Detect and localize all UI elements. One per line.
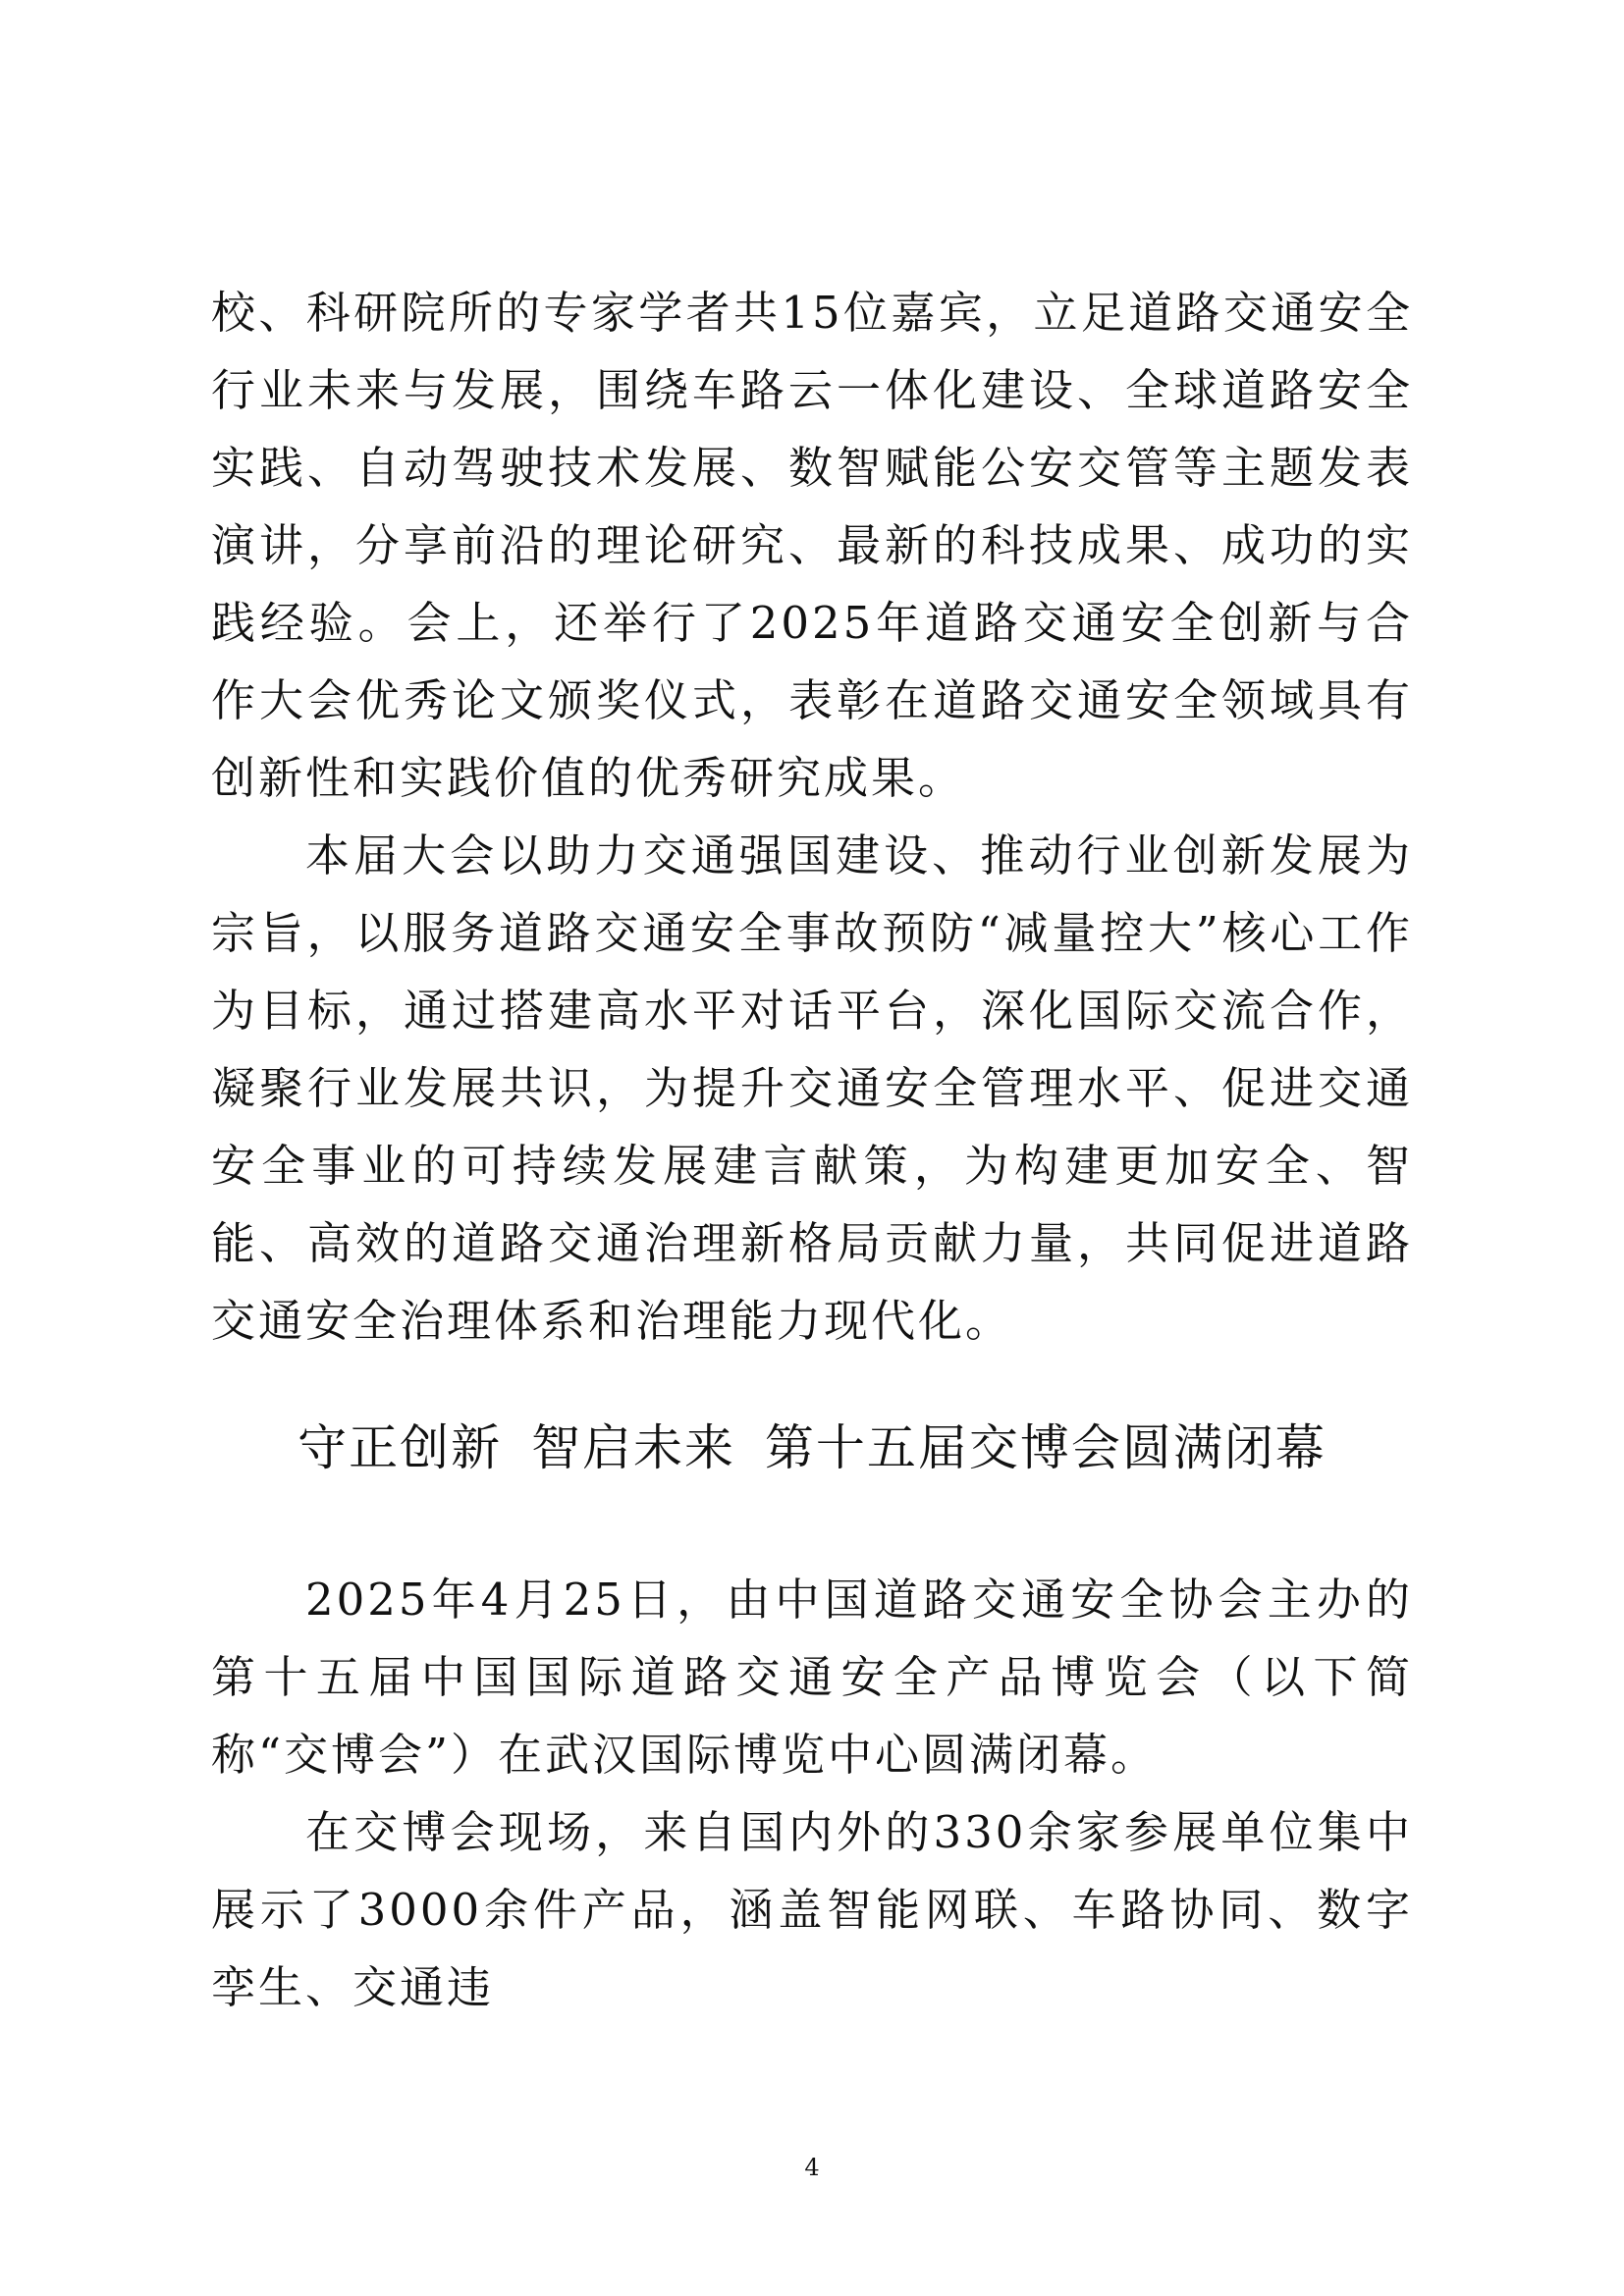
paragraph-conference-purpose: 本届大会以助力交通强国建设、推动行业创新发展为宗旨，以服务道路交通安全事故预防“减量控大”核心工作为目标，通过搭建高水平对话平台，深化国际交流合作，凝聚行业发展共识，为提升交通安全管理水平、促进交通安全事业的可持续发展建言献策，为构建更加安全、智能、高效的道路交通治理新格局贡献力量，共同促进道路交通安全治理体系和治理能力现代化。 [211, 829, 1413, 1347]
article-expo-closing [211, 1561, 1413, 2026]
paragraph-expo-exhibitors: 在交博会现场，来自国内外的330余家参展单位集中展示了3000余件产品，涵盖智能网联、车路协同、数字孪生、交通违 [211, 1806, 1413, 2013]
paragraph-expo-intro: 2025年4月25日，由中国道路交通安全协会主办的第十五届中国国际道路交通安全产品博览会（以下简称“交博会”）在武汉国际博览中心圆满闭幕。 [211, 1574, 1413, 1781]
page-number: 4 [804, 2154, 820, 2181]
section-title: 守正创新 智启未来 第十五届交博会圆满闭幕 [298, 1419, 1326, 1476]
paragraph-continued: 校、科研院所的专家学者共15位嘉宾，立足道路交通安全行业未来与发展，围绕车路云一体化建设、全球道路安全实践、自动驾驶技术发展、数智赋能公安交管等主题发表演讲，分享前沿的理论研究、最新的科技成果、成功的实践经验。会上，还举行了2025年道路交通安全创新与合作大会优秀论文颁奖仪式，表彰在道路交通安全领域具有创新性和实践价值的优秀研究成果。 [211, 287, 1413, 804]
article-continuation [211, 274, 1413, 1360]
